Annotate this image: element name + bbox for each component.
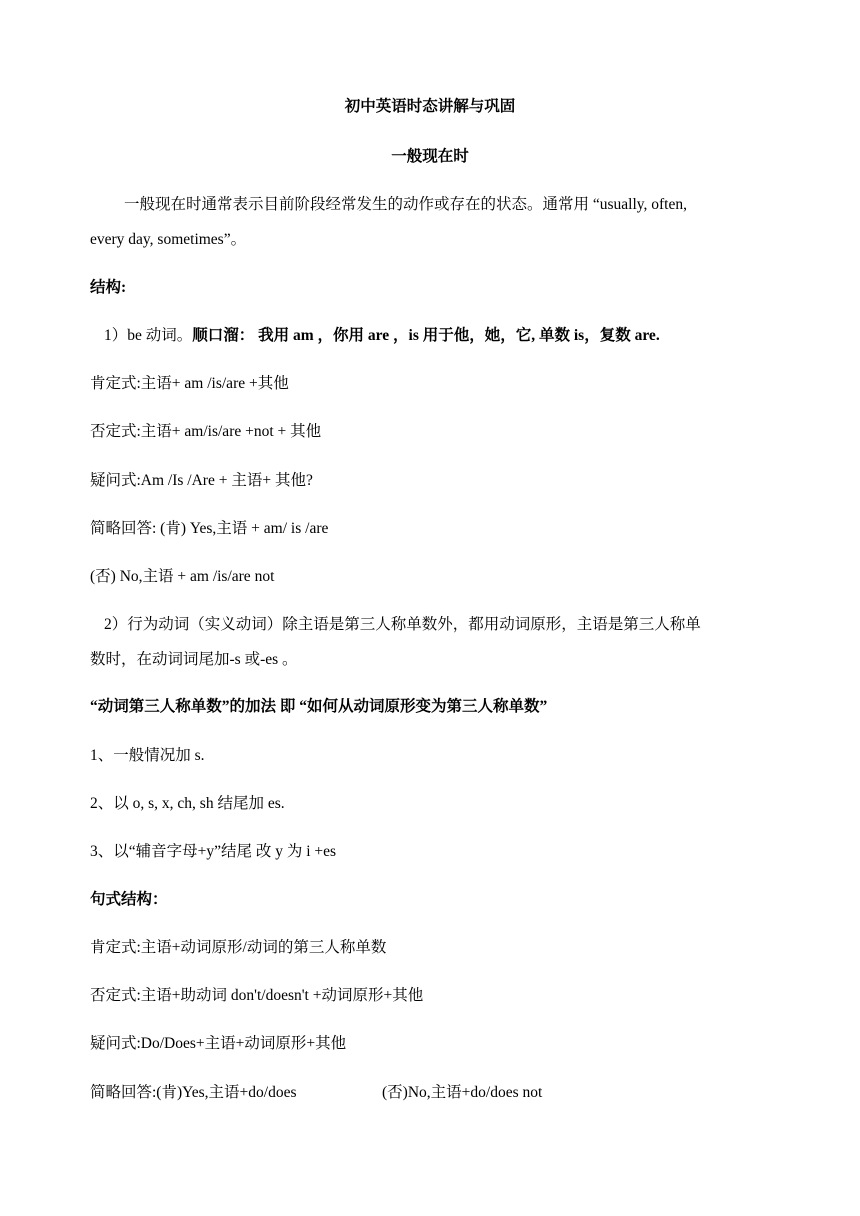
action-verb-line-1: 2）行为动词（实义动词）除主语是第三人称单数外，都用动词原形，主语是第三人称单 <box>104 616 701 633</box>
verb-short-answer-yes: 简略回答:(肯)Yes,主语+do/does <box>90 1084 297 1101</box>
verb-short-answer-no: (否)No,主语+do/does not <box>382 1084 543 1101</box>
third-person-heading: “动词第三人称单数”的加法 即 “如何从动词原形变为第三人称单数” <box>90 698 548 715</box>
be-negative: 否定式:主语+ am/is/are +not + 其他 <box>90 423 322 440</box>
be-short-answer-yes: 简略回答: (肯) Yes,主语 + am/ is /are <box>90 520 329 537</box>
rule-item-1: 1、一般情况加 s. <box>90 747 205 764</box>
intro-paragraph-line-2: every day, sometimes”。 <box>90 231 247 248</box>
sentence-structure-heading: 句式结构： <box>90 891 168 908</box>
be-affirmative: 肯定式:主语+ am /is/are +其他 <box>90 375 289 392</box>
be-question: 疑问式:Am /Is /Are + 主语+ 其他? <box>90 472 313 489</box>
verb-negative: 否定式:主语+助动词 don't/doesn't +动词原形+其他 <box>90 987 424 1004</box>
document-title: 初中英语时态讲解与巩固 <box>344 98 516 115</box>
action-verb-line-2: 数时，在动词词尾加-s 或-es 。 <box>90 651 298 668</box>
structure-heading: 结构: <box>90 279 127 296</box>
section-title: 一般现在时 <box>391 148 469 165</box>
be-verb-rule <box>104 326 660 346</box>
be-verb-rhyme: 顺口溜： 我用 am ，你用 are ，is 用于他，她，它, 单数 is，复数 are. <box>192 327 660 344</box>
rule-item-2: 2、以 o, s, x, ch, sh 结尾加 es. <box>90 795 285 812</box>
verb-affirmative: 肯定式:主语+动词原形/动词的第三人称单数 <box>90 939 387 956</box>
rule-item-3: 3、以“辅音字母+y”结尾 改 y 为 i +es <box>90 843 337 860</box>
be-short-answer-no: (否) No,主语 + am /is/are not <box>90 568 275 585</box>
be-verb-prefix: 1）be 动词。 <box>104 327 193 344</box>
intro-paragraph-line-1: 一般现在时通常表示目前阶段经常发生的动作或存在的状态。通常用 “usually, often, <box>124 196 687 213</box>
verb-question: 疑问式:Do/Does+主语+动词原形+其他 <box>90 1035 347 1052</box>
